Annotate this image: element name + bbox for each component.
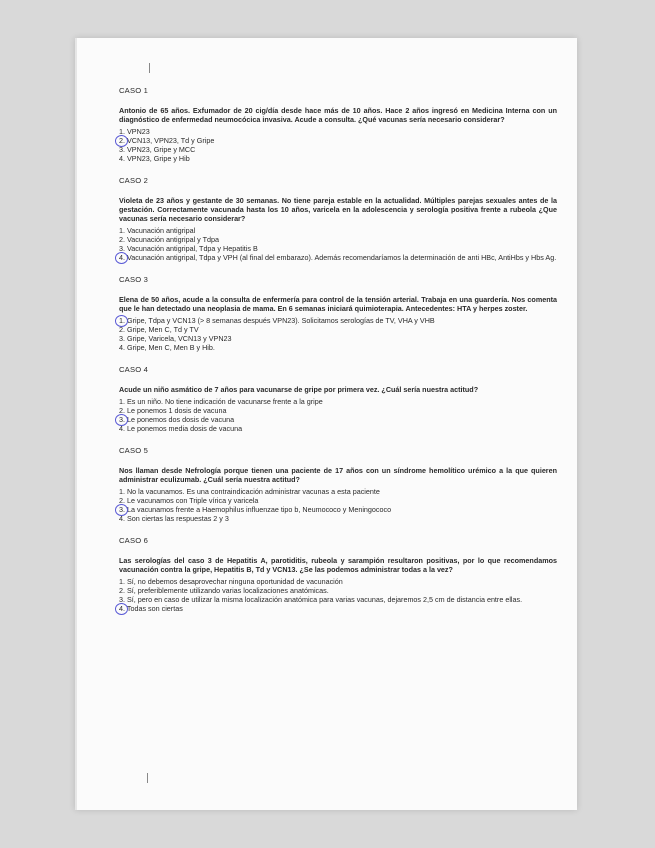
case-title: CASO 1	[119, 86, 149, 95]
answer-option-circled: 2. VCN13, VPN23, Td y Gripe	[119, 136, 557, 145]
answer-option: 2. Le vacunamos con Triple vírica y varicela	[119, 496, 259, 505]
case-question: Violeta de 23 años y gestante de 30 semanas. No tiene pareja estable en la actualidad. Múltiples parejas sexuales antes de la gestación. Correctamente vacunada hasta los 10 años, varicela en la adolescencia y serología positiva frente a rubeola ¿Que vacunas sería necesario considerar?	[119, 196, 557, 223]
answer-option-circled: 1. Gripe, Tdpa y VCN13 (> 8 semanas después VPN23). Solicitamos serologías de TV, VHA y VHB	[119, 316, 557, 325]
case-question: Antonio de 65 años. Exfumador de 20 cig/día desde hace más de 10 años. Hace 2 años ingresó en Medicina Interna con un diagnóstico de enfermedad neumocócica invasiva. Acude a consulta. ¿Qué vacunas sería necesario considerar?	[119, 106, 557, 124]
answer-option: 3. VPN23, Gripe y MCC	[119, 145, 196, 154]
pen-mark	[147, 773, 148, 783]
case-title: CASO 6	[119, 536, 149, 545]
case-question: Acude un niño asmático de 7 años para vacunarse de gripe por primera vez. ¿Cuál sería nuestra actitud?	[119, 385, 479, 394]
document-page	[75, 38, 577, 810]
answer-option: 4. Le ponemos media dosis de vacuna	[119, 424, 243, 433]
answer-option: 3. Sí, pero en caso de utilizar la misma localización anatómica para varias vacunas, dejaremos 2,5 cm de distancia entre ellas.	[119, 595, 523, 604]
case-question: Las serologías del caso 3 de Hepatitis A, parotiditis, rubeola y sarampión resultaron positivas, por lo que recomendamos vacunación contra la gripe, Hepatitis B, Td y VCN13. ¿Se las podemos administrar todas a la vez?	[119, 556, 557, 574]
answer-option: 3. Vacunación antigripal, Tdpa y Hepatitis B	[119, 244, 258, 253]
answer-option: 1. Vacunación antigripal	[119, 226, 196, 235]
case-question: Nos llaman desde Nefrología porque tienen una paciente de 17 años con un síndrome hemolítico urémico a la que quieren administrar eculizumab. ¿Cuál sería nuestra actitud?	[119, 466, 557, 484]
case-4	[119, 365, 557, 433]
case-2	[119, 176, 557, 262]
pen-mark	[149, 63, 150, 73]
case-title: CASO 2	[119, 176, 149, 185]
case-title: CASO 4	[119, 365, 149, 374]
answer-option: 1. Sí, no debemos desaprovechar ninguna oportunidad de vacunación	[119, 577, 343, 586]
answer-option-circled: 4. Todas son ciertas	[119, 604, 557, 613]
case-1	[119, 86, 557, 163]
answer-option: 1. VPN23	[119, 127, 150, 136]
answer-option: 3. Gripe, Varicela, VCN13 y VPN23	[119, 334, 232, 343]
answer-option: 2. Sí, preferiblemente utilizando varias localizaciones anatómicas.	[119, 586, 329, 595]
answer-option: 1. Es un niño. No tiene indicación de vacunarse frente a la gripe	[119, 397, 323, 406]
answer-option: 2. Le ponemos 1 dosis de vacuna	[119, 406, 227, 415]
case-title: CASO 5	[119, 446, 149, 455]
answer-option: 2. Vacunación antigripal y Tdpa	[119, 235, 220, 244]
exam-content	[119, 86, 557, 626]
answer-option-circled: 3. La vacunamos frente a Haemophilus influenzae tipo b, Neumococo y Meningococo	[119, 505, 557, 514]
answer-option: 1. No la vacunamos. Es una contraindicación administrar vacunas a esta paciente	[119, 487, 380, 496]
case-title: CASO 3	[119, 275, 149, 284]
case-3	[119, 275, 557, 352]
answer-option: 4. VPN23, Gripe y Hib	[119, 154, 190, 163]
answer-option: 2. Gripe, Men C, Td y TV	[119, 325, 199, 334]
case-6	[119, 536, 557, 613]
case-5	[119, 446, 557, 523]
answer-option-circled: 4. Vacunación antigripal, Tdpa y VPH (al final del embarazo). Además recomendaríamos la determinación de anti HBc, AntiHbs y Hbs Ag.	[119, 253, 557, 262]
answer-option: 4. Gripe, Men C, Men B y Hib.	[119, 343, 215, 352]
answer-option: 4. Son ciertas las respuestas 2 y 3	[119, 514, 229, 523]
case-question: Elena de 50 años, acude a la consulta de enfermería para control de la tensión arterial. Trabaja en una guardería. Nos comenta que le han detectado una neoplasia de mama. En 6 semanas iniciará quimioterapia. Antecedentes: HTA y herpes zoster.	[119, 295, 557, 313]
answer-option-circled: 3. Le ponemos dos dosis de vacuna	[119, 415, 557, 424]
